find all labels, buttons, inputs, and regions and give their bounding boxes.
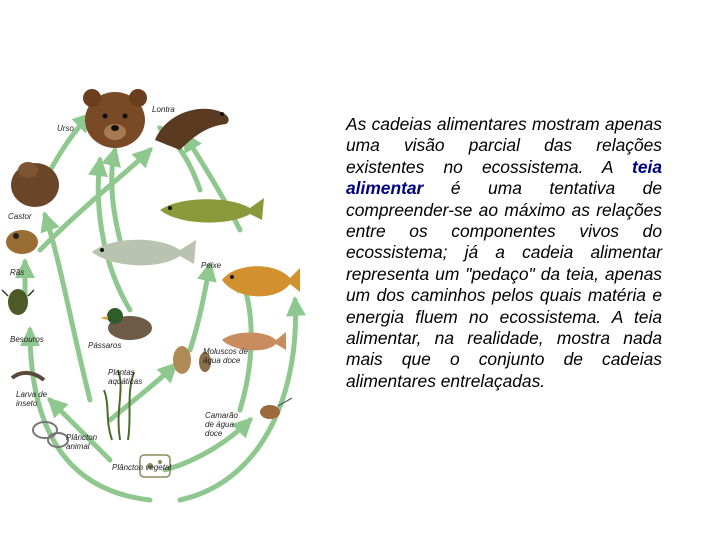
arrow-cycle-left [30,330,150,500]
label-camarao-1: Camarão [205,411,238,420]
label-plantas-1: Plantas [108,368,135,377]
label-lontra: Lontra [152,105,175,114]
label-camarao-3: doce [205,429,223,438]
beetle-illustration [2,289,34,315]
label-moluscos-2: água doce [203,356,241,365]
food-web-diagram [0,0,340,546]
fish-3-illustration [222,266,300,296]
shrimp-illustration [260,398,292,419]
label-passaros: Pássaros [88,341,122,350]
label-urso: Urso [57,124,74,133]
bear-illustration [83,89,147,148]
food-web-description [346,114,662,392]
label-ras: Rãs [10,268,25,277]
label-castor: Castor [8,212,32,221]
label-moluscos-1: Moluscos de [203,347,248,356]
label-placton-animal-1: Plâncton [66,433,98,442]
text-part-1: As cadeias alimentares mostram apenas uma visão parcial das relações existentes no ecossistema. A [346,114,662,177]
text-part-2: é uma tentativa de compreender-se ao máximo as relações entre os componentes vivos do ecossistema; já a cadeia alimentar representa um "pedaço" da teia, apenas um dos caminhos pelos quais matéria e energia fluem no ecossistema. A teia alimentar, na realidade, mostra nada mais que o conjunto de cadeias alimentares entrelaçadas. [346,178,662,391]
arrow-fish-to-bear [112,150,120,240]
label-larva-1: Larva de [16,390,48,399]
label-peixe: Peixe [201,261,222,270]
plankton-animal-illustration [33,422,68,447]
label-camarao-2: de água [205,420,234,429]
label-placton-vegetal: Plâncton vegetal [112,463,172,472]
larva-illustration [12,373,44,380]
fish-1-illustration [160,198,264,223]
label-plantas-2: aquáticas [108,377,143,386]
frog-illustration [6,230,38,254]
arrow-mollusc-to-fish [190,265,210,350]
label-placton-animal-2: animal [66,442,90,451]
arrow-plants-to-castor [45,215,90,400]
highlight-teia-alimentar: teia alimentar [346,156,662,199]
label-larva-2: inseto [16,399,38,408]
label-besouros: Besouros [10,335,44,344]
arrow-frogs-to-otter [40,150,150,250]
duck-illustration [100,308,152,340]
